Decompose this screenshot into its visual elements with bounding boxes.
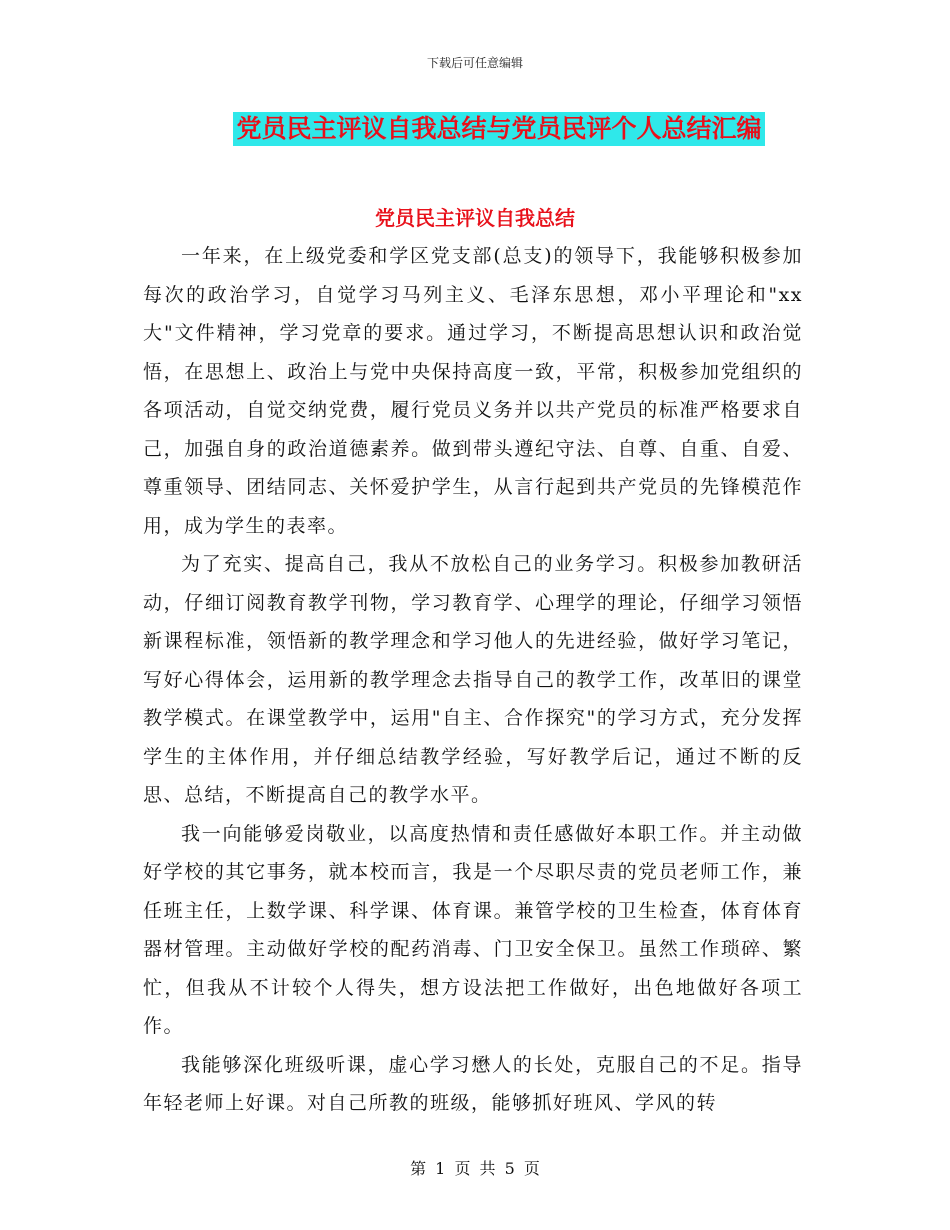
header-note: 下载后可任意编辑 [426, 56, 523, 70]
paragraph-4: 我能够深化班级听课，虚心学习懋人的长处，克服自己的不足。指导年轻老师上好课。对自己所教的班级，能够抓好班风、学风的转 [143, 1053, 803, 1114]
paragraph-1: 一年来，在上级党委和学区党支部(总支)的领导下，我能够积极参加每次的政治学习，自觉学习马列主义、毛泽东思想，邓小平理论和"xx大"文件精神，学习党章的要求。通过学习，不断提高思想认识和政治觉悟，在思想上、政治上与党中央保持高度一致，平常，积极参加党组织的各项活动，自觉交纳党费，履行党员义务并以共产党员的标准严格要求自己，加强自身的政治道德素养。做到带头遵纪守法、自尊、自重、自爱、尊重领导、团结同志、关怀爱护学生，从言行起到共产党员的先锋模范作用，成为学生的表率。 [143, 245, 803, 537]
paragraph-2: 为了充实、提高自己，我从不放松自己的业务学习。积极参加教研活动，仔细订阅教育教学刊物，学习教育学、心理学的理论，仔细学习领悟新课程标准，领悟新的教学理念和学习他人的先进经验，做好学习笔记，写好心得体会，运用新的教学理念去指导自己的教学工作，改革旧的课堂教学模式。在课堂教学中，运用"自主、合作探究"的学习方式，充分发挥学生的主体作用，并仔细总结教学经验，写好教学后记，通过不断的反思、总结，不断提高自己的教学水平。 [143, 553, 803, 806]
page-number-footer: 第 1 页 共 5 页 [410, 1159, 540, 1178]
document-body [143, 218, 803, 1123]
document-main-title: 党员民主评议自我总结与党员民评个人总结汇编 [233, 112, 764, 146]
section-title: 党员民主评议自我总结 [375, 206, 575, 230]
main-title-container [0, 112, 950, 146]
paragraph-3: 我一向能够爱岗敬业，以高度热情和责任感做好本职工作。并主动做好学校的其它事务，就本校而言，我是一个尽职尽责的党员老师工作，兼任班主任，上数学课、科学课、体育课。兼管学校的卫生检查，体育体育器材管理。主动做好学校的配药消毒、门卫安全保卫。虽然工作琐碎、繁忙，但我从不计较个人得失，想方设法把工作做好，出色地做好各项工作。 [143, 822, 803, 1037]
